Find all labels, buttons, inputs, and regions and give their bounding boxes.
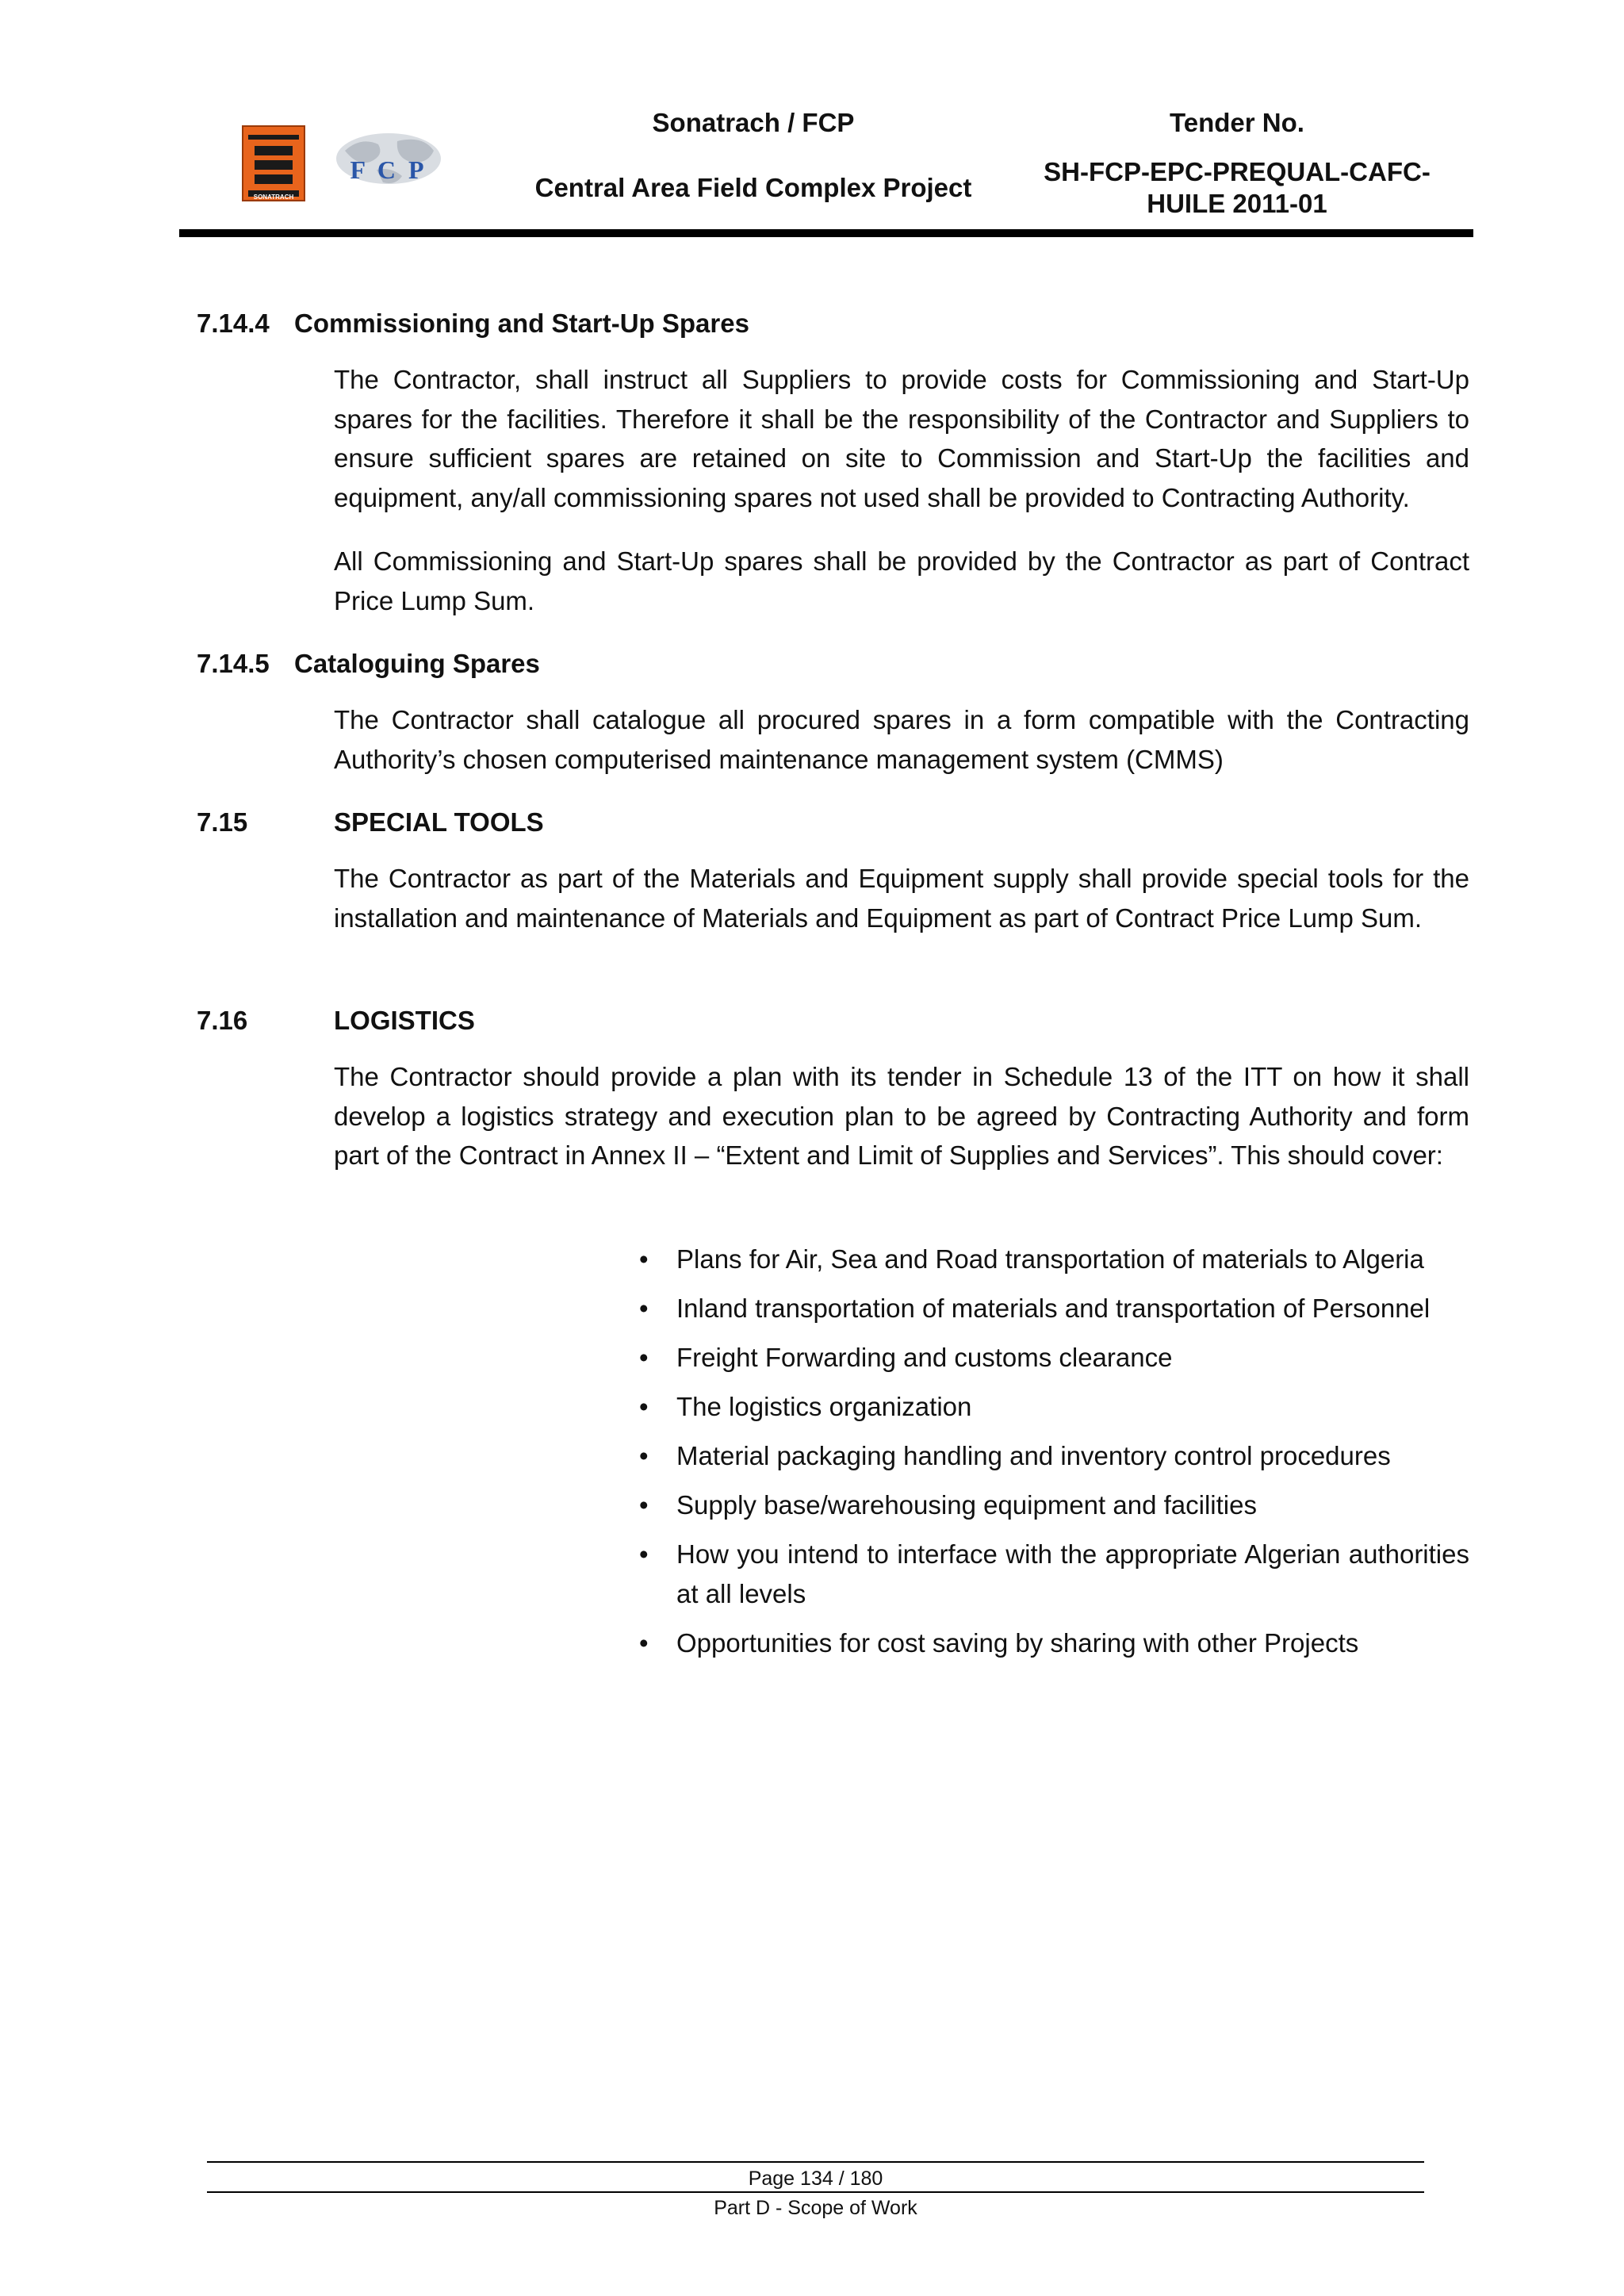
bullet-icon: •: [639, 1392, 649, 1421]
footer-rule-top: [207, 2161, 1424, 2163]
header-tender-number-line1: SH-FCP-EPC-PREQUAL-CAFC-: [1044, 157, 1431, 186]
bullet-icon: •: [639, 1294, 649, 1323]
list-item: • Freight Forwarding and customs clearance: [639, 1338, 1469, 1378]
logistics-bullet-list: [639, 1240, 1469, 1673]
list-item: • Material packaging handling and inventory control procedures: [639, 1436, 1469, 1476]
list-item: • Inland transportation of materials and transportation of Personnel: [639, 1289, 1469, 1328]
bullet-icon: •: [639, 1490, 649, 1520]
bullet-icon: •: [639, 1539, 649, 1569]
section-7144-paragraph-2: All Commissioning and Start-Up spares shall be provided by the Contractor as part of Contract Price Lump Sum.: [334, 546, 1469, 615]
section-7144-title: Commissioning and Start-Up Spares: [294, 309, 749, 338]
sonatrach-logo: [242, 125, 305, 201]
bullet-icon: •: [639, 1441, 649, 1470]
header-tender-number-line2: HUILE 2011-01: [1147, 189, 1327, 218]
bullet-icon: •: [639, 1627, 649, 1658]
list-item: • Plans for Air, Sea and Road transportation of materials to Algeria: [639, 1240, 1469, 1279]
list-item: • The logistics organization: [639, 1387, 1469, 1427]
bullet-icon: •: [639, 1244, 649, 1274]
sonatrach-logo-label: SONATRACH: [253, 194, 294, 201]
list-item: • Supply base/warehousing equipment and facilities: [639, 1485, 1469, 1525]
header-project: Central Area Field Complex Project: [534, 173, 972, 202]
section-715-paragraph-1: The Contractor as part of the Materials and Equipment supply shall provide special tools for the installation and maintenance of Materials and Equipment as part of Contract Price Lump Sum.: [334, 864, 1469, 933]
bullet-icon: •: [639, 1343, 649, 1372]
section-716-number: 7.16: [197, 1006, 248, 1035]
fcp-logo-label: F C P: [350, 155, 427, 184]
footer-rule-bottom: [207, 2191, 1424, 2193]
footer-page-number: Page 134 / 180: [748, 2168, 883, 2190]
footer-part-label: Part D - Scope of Work: [714, 2197, 917, 2219]
section-715-title: SPECIAL TOOLS: [334, 807, 544, 837]
list-item: • Opportunities for cost saving by sharing with other Projects: [639, 1623, 1469, 1663]
section-7145-number: 7.14.5: [197, 649, 270, 678]
section-715-number: 7.15: [197, 807, 248, 837]
section-7145-title: Cataloguing Spares: [294, 649, 540, 678]
section-716-paragraph-1: The Contractor should provide a plan with its tender in Schedule 13 of the ITT on how it shall develop a logistics strategy and execution plan to be agreed by Contracting Authority and form part of the Contract in Annex II – “Extent and Limit of Supplies and Services”. This should cover:: [334, 1062, 1469, 1170]
section-7145-paragraph-1: The Contractor shall catalogue all procured spares in a form compatible with the Contracting Authority’s chosen computerised maintenance management system (CMMS): [334, 705, 1469, 774]
section-716-title: LOGISTICS: [334, 1006, 475, 1035]
section-7144-paragraph-1: The Contractor, shall instruct all Suppliers to provide costs for Commissioning and Start-Up spares for the facilities. Therefore it shall be the responsibility of the Contractor and Suppliers to ensure sufficient spares are retained on site to Commission and Start-Up the facilities and equipment, any/all commissioning spares not used shall be provided to Contracting Authority.: [334, 365, 1469, 512]
section-7144-number: 7.14.4: [197, 309, 270, 338]
list-item: • How you intend to interface with the appropriate Algerian authorities at all levels: [639, 1535, 1469, 1613]
header-company: Sonatrach / FCP: [652, 108, 855, 137]
header-rule: [179, 229, 1473, 237]
header-tender-label: Tender No.: [1170, 108, 1304, 137]
